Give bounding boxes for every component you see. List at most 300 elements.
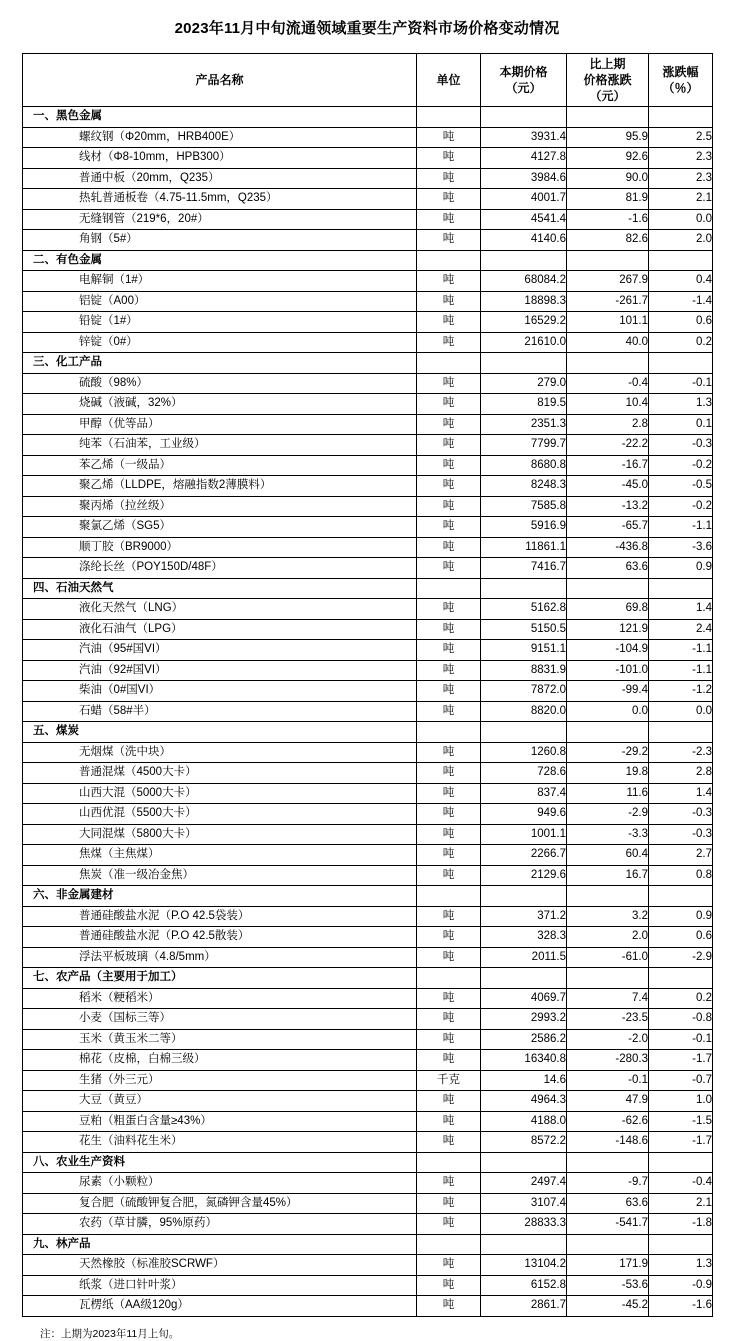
product-name: 柴油（0#国VI）: [23, 681, 417, 702]
price-change-cell: 0.0: [567, 701, 649, 722]
table-body: [23, 107, 713, 1317]
unit-cell: 吨: [417, 373, 481, 394]
table-row: [23, 927, 713, 948]
price-change-cell: -13.2: [567, 496, 649, 517]
product-name: 螺纹钢（Φ20mm，HRB400E）: [23, 127, 417, 148]
current-price-cell: 8572.2: [481, 1132, 567, 1153]
current-price-cell: 8680.8: [481, 455, 567, 476]
current-price-cell: 13104.2: [481, 1255, 567, 1276]
price-change-cell: 47.9: [567, 1091, 649, 1112]
table-row: [23, 107, 713, 128]
product-name: 小麦（国标三等）: [23, 1009, 417, 1030]
product-name: 花生（油料花生米）: [23, 1132, 417, 1153]
table-row: [23, 1050, 713, 1071]
change-pct-cell: 2.5: [649, 127, 713, 148]
price-change-cell: -0.1: [567, 1070, 649, 1091]
price-change-cell: 60.4: [567, 845, 649, 866]
unit-cell: 吨: [417, 927, 481, 948]
unit-cell: 吨: [417, 824, 481, 845]
change-pct-cell: -1.7: [649, 1050, 713, 1071]
change-pct-cell: [649, 886, 713, 907]
table-row: [23, 1132, 713, 1153]
price-change-cell: [567, 353, 649, 374]
current-price-cell: 2861.7: [481, 1296, 567, 1317]
table-row: [23, 1009, 713, 1030]
current-price-cell: [481, 722, 567, 743]
change-pct-cell: 2.7: [649, 845, 713, 866]
table-row: [23, 476, 713, 497]
product-name: 锌锭（0#）: [23, 332, 417, 353]
product-name: 聚丙烯（拉丝级）: [23, 496, 417, 517]
product-name: 普通硅酸盐水泥（P.O 42.5袋装）: [23, 906, 417, 927]
unit-cell: 吨: [417, 681, 481, 702]
change-pct-cell: 1.4: [649, 783, 713, 804]
current-price-cell: 11861.1: [481, 537, 567, 558]
table-row: [23, 291, 713, 312]
unit-cell: 吨: [417, 230, 481, 251]
change-pct-cell: -1.8: [649, 1214, 713, 1235]
price-change-cell: 82.6: [567, 230, 649, 251]
table-row: [23, 1275, 713, 1296]
price-change-cell: -261.7: [567, 291, 649, 312]
current-price-cell: 5916.9: [481, 517, 567, 538]
page-title: 2023年11月中旬流通领域重要生产资料市场价格变动情况: [174, 20, 560, 37]
table-row: [23, 1029, 713, 1050]
unit-cell: 吨: [417, 1050, 481, 1071]
change-pct-cell: 0.9: [649, 558, 713, 579]
change-pct-cell: -1.7: [649, 1132, 713, 1153]
current-price-cell: 2993.2: [481, 1009, 567, 1030]
unit-cell: [417, 578, 481, 599]
unit-cell: 吨: [417, 148, 481, 169]
current-price-cell: 9151.1: [481, 640, 567, 661]
category-label: 三、化工产品: [23, 353, 417, 374]
product-name: 纸浆（进口针叶浆）: [23, 1275, 417, 1296]
price-change-cell: -65.7: [567, 517, 649, 538]
product-name: 硫酸（98%）: [23, 373, 417, 394]
change-pct-cell: -0.9: [649, 1275, 713, 1296]
price-change-cell: -62.6: [567, 1111, 649, 1132]
current-price-cell: 28833.3: [481, 1214, 567, 1235]
unit-cell: 吨: [417, 1111, 481, 1132]
current-price-cell: 14.6: [481, 1070, 567, 1091]
unit-cell: 吨: [417, 1193, 481, 1214]
price-change-cell: [567, 107, 649, 128]
current-price-cell: 68084.2: [481, 271, 567, 292]
unit-cell: 吨: [417, 558, 481, 579]
price-change-cell: 101.1: [567, 312, 649, 333]
table-row: [23, 660, 713, 681]
unit-cell: [417, 353, 481, 374]
current-price-cell: 728.6: [481, 763, 567, 784]
price-change-cell: [567, 578, 649, 599]
unit-cell: 吨: [417, 1173, 481, 1194]
price-change-cell: -45.0: [567, 476, 649, 497]
price-change-cell: -2.9: [567, 804, 649, 825]
unit-cell: 吨: [417, 312, 481, 333]
price-change-cell: -280.3: [567, 1050, 649, 1071]
price-change-cell: -99.4: [567, 681, 649, 702]
current-price-cell: 371.2: [481, 906, 567, 927]
table-row: [23, 250, 713, 271]
unit-cell: 吨: [417, 189, 481, 210]
price-change-cell: -2.0: [567, 1029, 649, 1050]
product-name: 棉花（皮棉，白棉三级）: [23, 1050, 417, 1071]
change-pct-cell: -0.1: [649, 373, 713, 394]
price-table: [22, 53, 713, 1317]
change-pct-cell: 1.0: [649, 1091, 713, 1112]
table-row: [23, 1091, 713, 1112]
unit-cell: 吨: [417, 1132, 481, 1153]
price-change-cell: [567, 968, 649, 989]
unit-cell: 吨: [417, 640, 481, 661]
unit-cell: 吨: [417, 1275, 481, 1296]
column-header-price-change-line2: 价格涨跌: [583, 72, 632, 87]
current-price-cell: 949.6: [481, 804, 567, 825]
price-change-cell: -148.6: [567, 1132, 649, 1153]
unit-cell: 千克: [417, 1070, 481, 1091]
product-name: 无烟煤（洗中块）: [23, 742, 417, 763]
product-name: 浮法平板玻璃（4.8/5mm）: [23, 947, 417, 968]
current-price-cell: 4140.6: [481, 230, 567, 251]
category-label: 一、黑色金属: [23, 107, 417, 128]
unit-cell: [417, 1234, 481, 1255]
unit-cell: 吨: [417, 435, 481, 456]
category-label: 七、农产品（主要用于加工）: [23, 968, 417, 989]
table-row: [23, 1152, 713, 1173]
unit-cell: 吨: [417, 619, 481, 640]
product-name: 无缝钢管（219*6，20#）: [23, 209, 417, 230]
current-price-cell: 2011.5: [481, 947, 567, 968]
change-pct-cell: 2.8: [649, 763, 713, 784]
price-change-cell: [567, 250, 649, 271]
price-change-cell: [567, 1152, 649, 1173]
change-pct-cell: [649, 107, 713, 128]
price-change-cell: 10.4: [567, 394, 649, 415]
current-price-cell: 279.0: [481, 373, 567, 394]
product-name: 汽油（92#国VI）: [23, 660, 417, 681]
product-name: 大同混煤（5800大卡）: [23, 824, 417, 845]
table-row: [23, 455, 713, 476]
table-row: [23, 824, 713, 845]
column-header-change-pct-line2: （％）: [662, 81, 699, 95]
table-row: [23, 906, 713, 927]
product-name: 苯乙烯（一级品）: [23, 455, 417, 476]
current-price-cell: 4001.7: [481, 189, 567, 210]
change-pct-cell: -1.1: [649, 640, 713, 661]
change-pct-cell: -3.6: [649, 537, 713, 558]
unit-cell: 吨: [417, 332, 481, 353]
product-name: 液化天然气（LNG）: [23, 599, 417, 620]
change-pct-cell: 0.2: [649, 332, 713, 353]
change-pct-cell: -0.3: [649, 435, 713, 456]
price-change-cell: -541.7: [567, 1214, 649, 1235]
price-change-cell: -101.0: [567, 660, 649, 681]
current-price-cell: 2129.6: [481, 865, 567, 886]
product-name: 石蜡（58#半）: [23, 701, 417, 722]
product-name: 天然橡胶（标准胶SCRWF）: [23, 1255, 417, 1276]
price-change-cell: 2.8: [567, 414, 649, 435]
unit-cell: [417, 968, 481, 989]
unit-cell: 吨: [417, 599, 481, 620]
product-name: 瓦楞纸（AA级120g）: [23, 1296, 417, 1317]
unit-cell: 吨: [417, 906, 481, 927]
product-name: 普通混煤（4500大卡）: [23, 763, 417, 784]
table-row: [23, 968, 713, 989]
product-name: 角钢（5#）: [23, 230, 417, 251]
table-row: [23, 558, 713, 579]
current-price-cell: 4127.8: [481, 148, 567, 169]
product-name: 线材（Φ8-10mm，HPB300）: [23, 148, 417, 169]
table-row: [23, 681, 713, 702]
current-price-cell: 18898.3: [481, 291, 567, 312]
unit-cell: 吨: [417, 537, 481, 558]
price-change-cell: -23.5: [567, 1009, 649, 1030]
change-pct-cell: -0.3: [649, 804, 713, 825]
current-price-cell: 819.5: [481, 394, 567, 415]
current-price-cell: [481, 886, 567, 907]
unit-cell: [417, 722, 481, 743]
table-row: [23, 496, 713, 517]
product-name: 聚乙烯（LLDPE，熔融指数2薄膜料）: [23, 476, 417, 497]
change-pct-cell: [649, 968, 713, 989]
change-pct-cell: 2.4: [649, 619, 713, 640]
table-row: [23, 742, 713, 763]
table-row: [23, 189, 713, 210]
price-change-cell: -29.2: [567, 742, 649, 763]
unit-cell: 吨: [417, 291, 481, 312]
change-pct-cell: 2.1: [649, 1193, 713, 1214]
current-price-cell: 6152.8: [481, 1275, 567, 1296]
table-row: [23, 1296, 713, 1317]
table-row: [23, 845, 713, 866]
unit-cell: 吨: [417, 660, 481, 681]
table-row: [23, 332, 713, 353]
change-pct-cell: [649, 722, 713, 743]
change-pct-cell: 1.3: [649, 394, 713, 415]
price-change-cell: -104.9: [567, 640, 649, 661]
category-label: 四、石油天然气: [23, 578, 417, 599]
column-header-current-price-line1: 本期价格: [499, 64, 548, 79]
unit-cell: 吨: [417, 476, 481, 497]
current-price-cell: 1001.1: [481, 824, 567, 845]
price-change-cell: 63.6: [567, 1193, 649, 1214]
product-name: 普通硅酸盐水泥（P.O 42.5散装）: [23, 927, 417, 948]
column-header-unit: 单位: [417, 54, 481, 107]
unit-cell: [417, 1152, 481, 1173]
price-change-cell: [567, 722, 649, 743]
product-name: 焦煤（主焦煤）: [23, 845, 417, 866]
price-change-cell: -436.8: [567, 537, 649, 558]
unit-cell: [417, 250, 481, 271]
product-name: 山西优混（5500大卡）: [23, 804, 417, 825]
unit-cell: 吨: [417, 127, 481, 148]
price-change-cell: 95.9: [567, 127, 649, 148]
change-pct-cell: 2.3: [649, 168, 713, 189]
unit-cell: 吨: [417, 455, 481, 476]
product-name: 山西大混（5000大卡）: [23, 783, 417, 804]
change-pct-cell: -1.1: [649, 517, 713, 538]
column-header-price-change-line3: （元）: [589, 89, 626, 104]
price-change-cell: 92.6: [567, 148, 649, 169]
price-change-cell: 171.9: [567, 1255, 649, 1276]
table-row: [23, 1070, 713, 1091]
price-change-cell: -9.7: [567, 1173, 649, 1194]
change-pct-cell: [649, 578, 713, 599]
table-row: [23, 517, 713, 538]
unit-cell: 吨: [417, 1255, 481, 1276]
price-change-cell: -16.7: [567, 455, 649, 476]
change-pct-cell: -0.2: [649, 455, 713, 476]
product-name: 热轧普通板卷（4.75-11.5mm，Q235）: [23, 189, 417, 210]
table-row: [23, 865, 713, 886]
change-pct-cell: [649, 250, 713, 271]
change-pct-cell: 1.4: [649, 599, 713, 620]
table-row: [23, 148, 713, 169]
table-row: [23, 373, 713, 394]
current-price-cell: 7799.7: [481, 435, 567, 456]
current-price-cell: [481, 250, 567, 271]
column-header-price-change: [567, 54, 649, 107]
change-pct-cell: 0.1: [649, 414, 713, 435]
product-name: 农药（草甘膦，95%原药）: [23, 1214, 417, 1235]
current-price-cell: [481, 1152, 567, 1173]
table-note: 注：上期为2023年11月上旬。: [40, 1327, 180, 1340]
current-price-cell: 5162.8: [481, 599, 567, 620]
table-row: [23, 578, 713, 599]
current-price-cell: 4964.3: [481, 1091, 567, 1112]
current-price-cell: 16340.8: [481, 1050, 567, 1071]
unit-cell: 吨: [417, 988, 481, 1009]
change-pct-cell: 2.0: [649, 230, 713, 251]
table-row: [23, 414, 713, 435]
change-pct-cell: 2.1: [649, 189, 713, 210]
product-name: 焦炭（准一级冶金焦）: [23, 865, 417, 886]
table-row: [23, 209, 713, 230]
current-price-cell: 328.3: [481, 927, 567, 948]
current-price-cell: 4188.0: [481, 1111, 567, 1132]
product-name: 尿素（小颗粒）: [23, 1173, 417, 1194]
change-pct-cell: -0.4: [649, 1173, 713, 1194]
current-price-cell: 2586.2: [481, 1029, 567, 1050]
product-name: 稻米（粳稻米）: [23, 988, 417, 1009]
current-price-cell: 837.4: [481, 783, 567, 804]
table-row: [23, 1173, 713, 1194]
current-price-cell: 3984.6: [481, 168, 567, 189]
unit-cell: 吨: [417, 271, 481, 292]
product-name: 生猪（外三元）: [23, 1070, 417, 1091]
unit-cell: 吨: [417, 414, 481, 435]
table-row: [23, 783, 713, 804]
category-label: 六、非金属建材: [23, 886, 417, 907]
product-name: 豆粕（粗蛋白含量≥43%）: [23, 1111, 417, 1132]
change-pct-cell: -0.5: [649, 476, 713, 497]
column-header-current-price: [481, 54, 567, 107]
current-price-cell: 3931.4: [481, 127, 567, 148]
unit-cell: 吨: [417, 742, 481, 763]
price-change-cell: 11.6: [567, 783, 649, 804]
table-row: [23, 127, 713, 148]
product-name: 聚氯乙烯（SG5）: [23, 517, 417, 538]
change-pct-cell: -1.4: [649, 291, 713, 312]
unit-cell: 吨: [417, 845, 481, 866]
price-change-cell: 90.0: [567, 168, 649, 189]
price-change-cell: 3.2: [567, 906, 649, 927]
current-price-cell: 16529.2: [481, 312, 567, 333]
current-price-cell: 4541.4: [481, 209, 567, 230]
current-price-cell: 8248.3: [481, 476, 567, 497]
current-price-cell: [481, 578, 567, 599]
table-row: [23, 312, 713, 333]
current-price-cell: 2266.7: [481, 845, 567, 866]
table-row: [23, 619, 713, 640]
table-row: [23, 886, 713, 907]
price-change-cell: -22.2: [567, 435, 649, 456]
change-pct-cell: -1.5: [649, 1111, 713, 1132]
current-price-cell: 8831.9: [481, 660, 567, 681]
price-change-cell: 2.0: [567, 927, 649, 948]
current-price-cell: [481, 107, 567, 128]
unit-cell: 吨: [417, 783, 481, 804]
table-row: [23, 988, 713, 1009]
price-change-cell: 40.0: [567, 332, 649, 353]
table-row: [23, 271, 713, 292]
table-row: [23, 1193, 713, 1214]
table-row: [23, 1234, 713, 1255]
unit-cell: 吨: [417, 394, 481, 415]
current-price-cell: 7872.0: [481, 681, 567, 702]
price-change-cell: 7.4: [567, 988, 649, 1009]
product-name: 复合肥（硫酸钾复合肥，氮磷钾含量45%）: [23, 1193, 417, 1214]
table-row: [23, 701, 713, 722]
column-header-product-name: 产品名称: [23, 54, 417, 107]
header-row: [23, 54, 713, 107]
unit-cell: 吨: [417, 1214, 481, 1235]
category-label: 五、煤炭: [23, 722, 417, 743]
change-pct-cell: -0.3: [649, 824, 713, 845]
price-change-cell: [567, 886, 649, 907]
product-name: 普通中板（20mm，Q235）: [23, 168, 417, 189]
unit-cell: 吨: [417, 209, 481, 230]
change-pct-cell: 0.6: [649, 312, 713, 333]
price-change-cell: 69.8: [567, 599, 649, 620]
current-price-cell: [481, 968, 567, 989]
unit-cell: [417, 107, 481, 128]
current-price-cell: 21610.0: [481, 332, 567, 353]
price-change-cell: -53.6: [567, 1275, 649, 1296]
table-row: [23, 230, 713, 251]
current-price-cell: [481, 1234, 567, 1255]
table-row: [23, 947, 713, 968]
price-change-cell: [567, 1234, 649, 1255]
unit-cell: 吨: [417, 168, 481, 189]
current-price-cell: 2351.3: [481, 414, 567, 435]
category-label: 九、林产品: [23, 1234, 417, 1255]
price-change-cell: 19.8: [567, 763, 649, 784]
table-row: [23, 168, 713, 189]
column-header-change-pct: [649, 54, 713, 107]
current-price-cell: [481, 353, 567, 374]
table-row: [23, 722, 713, 743]
table-row: [23, 804, 713, 825]
unit-cell: 吨: [417, 1091, 481, 1112]
unit-cell: [417, 886, 481, 907]
table-row: [23, 435, 713, 456]
current-price-cell: 7585.8: [481, 496, 567, 517]
change-pct-cell: 0.0: [649, 701, 713, 722]
change-pct-cell: 0.6: [649, 927, 713, 948]
current-price-cell: 7416.7: [481, 558, 567, 579]
